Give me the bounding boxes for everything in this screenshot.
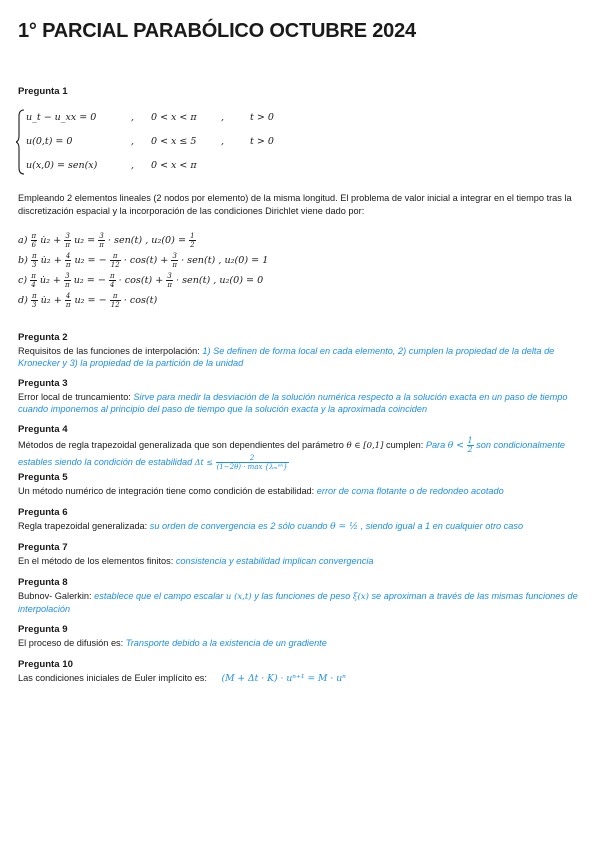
question-10 <box>18 659 586 685</box>
scalar-field: u (x,t) <box>225 592 252 602</box>
fraction-denominator: 3 <box>32 301 37 309</box>
system-comma: , <box>221 136 225 147</box>
question-4-text: Métodos de regla trapezoidal generalizada que son dependientes del parámetro <box>18 439 344 450</box>
question-10-text: Las condiciones iniciales de Euler implícito es: <box>18 673 207 683</box>
question-4-text-2: cumplen: <box>385 439 424 450</box>
option-term: u̇₂ + <box>40 295 62 306</box>
brace-icon <box>16 108 26 176</box>
fraction-numerator: 1 <box>190 232 195 240</box>
stability-denominator: (1−2θ) · max {λₘˢʰ} <box>216 463 288 471</box>
question-7-text: En el método de los elementos finitos: <box>18 556 174 566</box>
question-6-text: Regla trapezoidal generalizada: <box>18 521 148 531</box>
option-term: u₂ = − <box>74 255 107 266</box>
fraction-numerator: 4 <box>65 252 71 260</box>
fraction-denominator: 2 <box>190 241 195 249</box>
system-equation: u(x,0) = sen(x) <box>26 160 98 171</box>
fraction-denominator: 6 <box>31 241 37 249</box>
page-title: 1° PARCIAL PARABÓLICO OCTUBRE 2024 <box>18 20 416 42</box>
system-equation: u(0,t) = 0 <box>26 136 73 147</box>
question-1-heading-block <box>18 86 586 99</box>
theta-condition: θ < <box>447 439 464 451</box>
question-8-heading: Pregunta 8 <box>18 577 68 588</box>
fraction-denominator: π <box>65 281 70 289</box>
question-5-answer: error de coma flotante o de redondeo acotado <box>316 486 504 496</box>
option-term: u̇₂ + <box>40 235 62 246</box>
pde-system <box>16 108 296 178</box>
question-2-heading: Pregunta 2 <box>18 332 68 343</box>
question-3 <box>18 378 586 415</box>
question-3-answer: Sirve para medir la desviación de la solución numérica respecto a la solución exacta en un paso de tiempo cuando imponemos al principio del paso de tiempo que la solución exacta y la aproximada coinciden <box>18 392 568 414</box>
option-label: a) <box>18 235 28 246</box>
fraction-numerator: 3 <box>65 232 70 240</box>
option-term: u̇₂ + <box>39 275 61 286</box>
fraction-numerator: π <box>31 272 36 280</box>
option-term: u₂ = − <box>74 295 107 306</box>
option-label: d) <box>18 295 28 306</box>
question-4-answer-b: son condicionalmente estables siendo la condición de estabilidad <box>18 439 566 467</box>
theta-parameter: θ ∈ [0,1] <box>346 440 384 451</box>
option-term: · sen(t) , u₂(0) = <box>107 235 186 246</box>
question-10-heading: Pregunta 10 <box>18 659 73 670</box>
fraction-denominator: 12 <box>110 261 120 269</box>
option-term: · sen(t) , u₂(0) = 0 <box>176 275 264 286</box>
option-c <box>18 272 263 289</box>
fraction-denominator: π <box>65 241 70 249</box>
question-4-answer-a: Para <box>425 439 446 450</box>
question-4-heading: Pregunta 4 <box>18 424 68 435</box>
question-9 <box>18 624 586 649</box>
fraction-denominator: π <box>99 241 104 249</box>
fraction-numerator: 3 <box>167 272 172 280</box>
question-1-statement: Empleando 2 elementos lineales (2 nodos por elemento) de la misma longitud. El problema de valor inicial a integrar en el tiempo tras la discretización espacial y la incorporación de las condiciones Dirichlet viene dado por: <box>18 193 572 216</box>
fraction-numerator: 4 <box>65 292 71 300</box>
question-7 <box>18 542 586 567</box>
option-term: u₂ = − <box>73 275 106 286</box>
option-term: · cos(t) <box>123 295 158 306</box>
question-9-answer: Transporte debido a la existencia de un gradiente <box>125 638 327 648</box>
question-3-heading: Pregunta 3 <box>18 378 68 389</box>
system-domain: 0 < x ≤ 5 <box>151 136 197 147</box>
fraction-denominator: 12 <box>110 301 120 309</box>
question-6-answer-a: su orden de convergencia es 2 sólo cuando <box>149 521 328 531</box>
question-5-heading: Pregunta 5 <box>18 472 68 483</box>
question-7-heading: Pregunta 7 <box>18 542 68 553</box>
question-8-text: Bubnov- Galerkin: <box>18 591 92 601</box>
fraction-numerator: 1 <box>467 436 473 445</box>
fraction-numerator: 3 <box>172 252 177 260</box>
option-term: u̇₂ + <box>40 255 62 266</box>
fraction-denominator: π <box>167 281 172 289</box>
theta-value: θ = ½ <box>330 521 359 532</box>
question-8 <box>18 577 586 615</box>
question-5-text: Un método numérico de integración tiene como condición de estabilidad: <box>18 486 315 496</box>
system-time: t > 0 <box>250 112 274 123</box>
fraction-denominator: 4 <box>110 281 115 289</box>
option-term: u₂ = <box>74 235 96 246</box>
fraction-denominator: π <box>65 301 71 309</box>
option-term: · sen(t) , u₂(0) = 1 <box>181 255 269 266</box>
option-a <box>18 232 196 249</box>
fraction-denominator: π <box>65 261 71 269</box>
option-b <box>18 252 268 269</box>
fraction-numerator: 3 <box>65 272 70 280</box>
weight-function: ξ(x) <box>352 592 369 602</box>
question-2 <box>18 332 586 369</box>
system-comma: , <box>221 112 225 123</box>
question-9-heading: Pregunta 9 <box>18 624 68 635</box>
question-3-text: Error local de truncamiento: <box>18 392 131 402</box>
question-8-answer-a: establece que el campo escalar <box>94 591 224 601</box>
fraction-numerator: π <box>109 272 115 280</box>
fraction-numerator: π <box>110 292 121 301</box>
option-d <box>18 292 157 309</box>
fraction-numerator: π <box>31 252 37 260</box>
fraction-denominator: 4 <box>31 281 36 289</box>
system-domain: 0 < x < π <box>151 160 197 171</box>
question-2-text: Requisitos de las funciones de interpolación: <box>18 346 200 356</box>
fraction-denominator: π <box>172 261 178 269</box>
question-8-answer-b: y las funciones de peso <box>254 591 351 601</box>
question-6-heading: Pregunta 6 <box>18 507 68 518</box>
stability-numerator: 2 <box>216 454 289 463</box>
system-comma: , <box>131 160 135 171</box>
fraction-numerator: 3 <box>99 232 104 240</box>
option-term: · cos(t) + <box>118 275 164 286</box>
system-domain: 0 < x < π <box>151 112 197 123</box>
fraction-numerator: π <box>110 252 121 261</box>
system-comma: , <box>131 112 135 123</box>
option-label: c) <box>18 275 28 286</box>
fraction-numerator: π <box>31 292 37 300</box>
system-comma: , <box>131 136 135 147</box>
question-1-heading: Pregunta 1 <box>18 86 68 97</box>
fraction-numerator: π <box>31 232 37 240</box>
question-2-answer: 1) Se definen de forma local en cada elemento, 2) cumplen la propiedad de la delta de Kronecker y 3) la propiedad de la partición de la unidad <box>18 346 555 368</box>
option-term: · cos(t) + <box>123 255 169 266</box>
system-equation: u_t − u_xx = 0 <box>26 112 97 123</box>
euler-formula: (M + Δt · K) · uⁿ⁺¹ = M · uⁿ <box>221 673 346 684</box>
question-4 <box>18 424 586 471</box>
fraction-denominator: 3 <box>32 261 37 269</box>
question-7-answer: consistencia y estabilidad implican convergencia <box>175 556 374 566</box>
delta-t: Δt ≤ <box>194 457 213 467</box>
fraction-denominator: 2 <box>467 445 473 454</box>
system-time: t > 0 <box>250 136 274 147</box>
option-label: b) <box>18 255 28 266</box>
question-8-answer-c: se aproximan a través de las mismas funciones de interpolación <box>18 591 578 614</box>
question-9-text: El proceso de difusión es: <box>18 638 124 648</box>
question-6 <box>18 507 586 533</box>
question-6-answer-b: , siendo igual a 1 en cualquier otro caso <box>360 521 524 531</box>
question-5 <box>18 472 586 497</box>
